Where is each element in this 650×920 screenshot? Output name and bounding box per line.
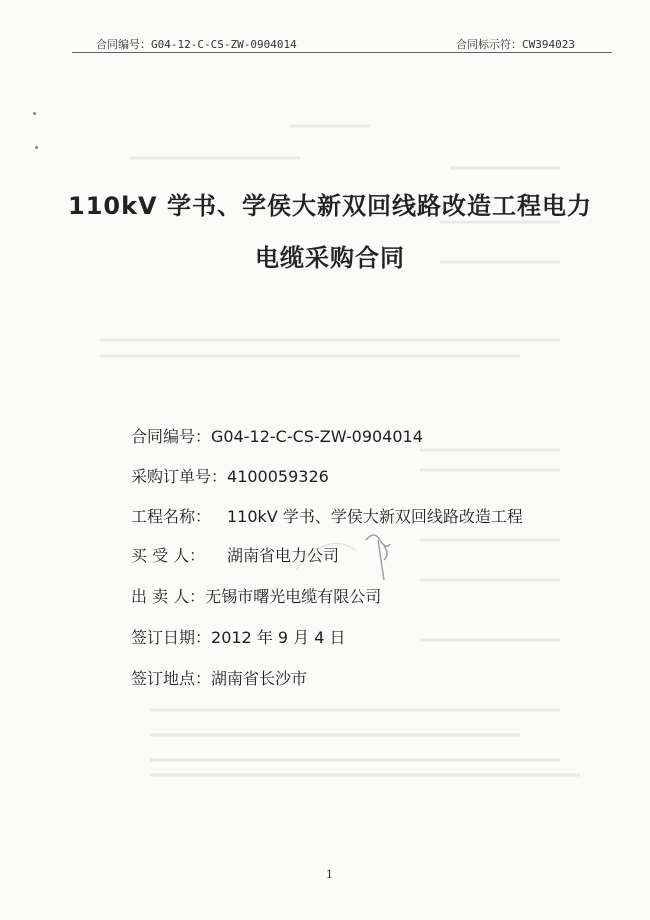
page-number: 1	[326, 868, 333, 881]
field-label: 签订地点：	[131, 669, 212, 688]
field-label: 工程名称：	[131, 507, 212, 526]
field-value: 湖南省长沙市	[211, 669, 308, 688]
header-divider	[72, 52, 612, 53]
field-label: 签订日期：	[131, 628, 212, 647]
field-label: 采购订单号：	[131, 467, 228, 486]
field-value: G04-12-C-CS-ZW-0904014	[211, 427, 423, 446]
field-sign-date	[131, 625, 346, 648]
field-value: 无锡市曙光电缆有限公司	[205, 587, 382, 606]
document-title-line-2: 电缆采购合同	[255, 244, 405, 272]
field-label: 买 受 人：	[131, 546, 206, 565]
header-contract-number-label: 合同编号：	[96, 38, 151, 51]
scan-speck	[35, 146, 38, 149]
header-contract-number	[96, 36, 297, 52]
field-value: 110kV 学书、学侯大新双回线路改造工程	[227, 507, 523, 526]
header-contract-mark-value: CW394023	[522, 38, 575, 51]
document-title-line-1: 110kV 学书、学侯大新双回线路改造工程电力	[68, 192, 592, 220]
header-contract-mark-label: 合同标示符：	[456, 38, 522, 51]
field-value: 2012 年 9 月 4 日	[211, 628, 346, 647]
field-value: 湖南省电力公司	[227, 546, 340, 565]
field-purchase-order	[131, 464, 329, 487]
field-label: 出 卖 人：	[131, 587, 206, 606]
field-label: 合同编号：	[131, 427, 212, 446]
signature-mark	[296, 510, 416, 590]
field-contract-number	[131, 424, 423, 447]
scan-speck	[33, 112, 36, 115]
field-value: 4100059326	[227, 467, 329, 486]
header-contract-number-value: G04-12-C-CS-ZW-0904014	[151, 38, 297, 51]
header-contract-mark	[456, 36, 575, 52]
field-sign-place	[131, 666, 307, 689]
